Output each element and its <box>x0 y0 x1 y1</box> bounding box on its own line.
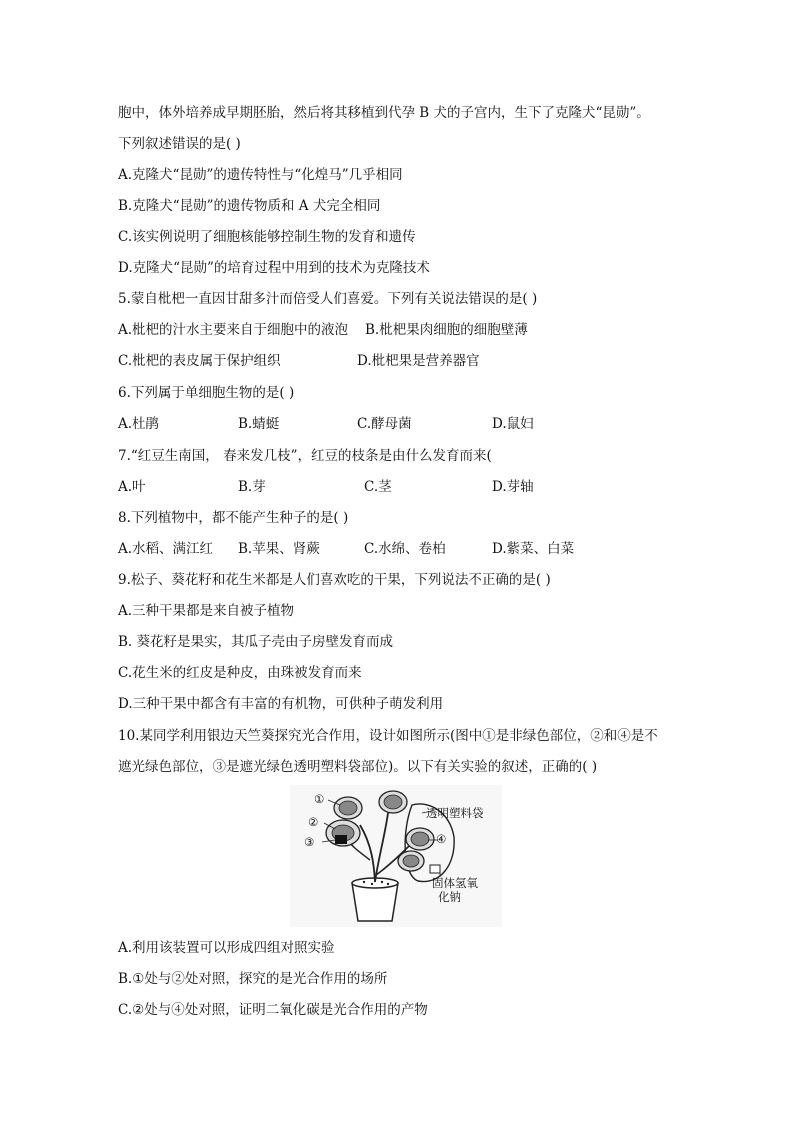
q5-option-b: B.枇杷果肉细胞的细胞壁薄 <box>365 322 528 338</box>
q4-option-c: C.该实例说明了细胞核能够控制生物的发育和遗传 <box>118 229 416 245</box>
q4-option-a: A.克隆犬“昆勋”的遗传特性与“化煌马”几乎相同 <box>118 167 403 183</box>
q6-option-c: C.酵母菌 <box>357 416 412 432</box>
q4-stem-line1: 胞中，体外培养成早期胚胎，然后将其移植到代孕 B 犬的子宫内，生下了克隆犬“昆勋”。 <box>118 105 650 121</box>
figure-label-2: ② <box>308 815 319 829</box>
q7-stem: 7.“红豆生南国， 春来发几枝”，红豆的枝条是由什么发育而来( <box>118 448 492 464</box>
q5-option-c: C.枇杷的表皮属于保护组织 <box>118 353 281 369</box>
q9-option-a: A.三种干果都是来自被子植物 <box>118 603 295 619</box>
q4-option-d: D.克隆犬“昆勋”的培育过程中用到的技术为克隆技术 <box>118 260 430 276</box>
q8-option-c: C.水绵、卷柏 <box>364 541 446 557</box>
q10-option-b: B.①处与②处对照，探究的是光合作用的场所 <box>118 971 388 987</box>
figure-label-bag: 透明塑料袋 <box>426 806 484 820</box>
q8-option-b: B.苹果、肾蕨 <box>238 541 320 557</box>
q9-option-c: C.花生米的红皮是种皮，由珠被发育而来 <box>118 665 362 681</box>
q6-stem: 6.下列属于单细胞生物的是( ) <box>118 385 295 401</box>
q6-option-a: A.杜鹃 <box>118 416 160 432</box>
figure-label-naoh-line2: 化钠 <box>438 890 461 904</box>
q9-stem: 9.松子、葵花籽和花生米都是人们喜欢吃的干果，下列说法不正确的是( ) <box>118 572 551 588</box>
q7-option-a: A.叶 <box>118 479 146 495</box>
q6-option-d: D.鼠妇 <box>492 416 534 432</box>
q7-option-c: C.茎 <box>364 479 392 495</box>
q10-option-a: A.利用该装置可以形成四组对照实验 <box>118 940 335 956</box>
q8-option-a: A.水稻、满江红 <box>118 541 214 557</box>
q6-option-b: B.蜻蜓 <box>238 416 280 432</box>
q9-option-d: D.三种干果中都含有丰富的有机物，可供种子萌发利用 <box>118 696 444 712</box>
q10-stem-line2: 遮光绿色部位，③是遮光绿色透明塑料袋部位)。以下有关实验的叙述，正确的( ) <box>118 759 598 775</box>
q9-option-b: B. 葵花籽是果实，其瓜子壳由子房壁发育而成 <box>118 634 394 650</box>
q4-stem-line2: 下列叙述错误的是( ) <box>118 136 241 152</box>
figure-label-4: ④ <box>436 832 447 846</box>
q7-option-b: B.芽 <box>238 479 266 495</box>
q8-stem: 8.下列植物中，都不能产生种子的是( ) <box>118 510 349 526</box>
q4-option-b: B.克隆犬“昆勋”的遗传物质和 A 犬完全相同 <box>118 198 381 214</box>
q10-stem-line1: 10.某同学利用银边天竺葵探究光合作用，设计如图所示(图中①是非绿色部位，②和④是不 <box>118 728 658 744</box>
q8-option-d: D.紫菜、白菜 <box>492 541 575 557</box>
q10-option-c: C.②处与④处对照，证明二氧化碳是光合作用的产物 <box>118 1002 428 1018</box>
experiment-figure <box>290 785 502 927</box>
q5-option-d: D.枇杷果是营养器官 <box>357 353 480 369</box>
q7-option-d: D.芽轴 <box>492 479 534 495</box>
q5-stem: 5.蒙自枇杷一直因甘甜多汁而倍受人们喜爱。下列有关说法错误的是( ) <box>118 291 538 307</box>
figure-label-naoh-line1: 固体氢氧 <box>432 876 478 890</box>
figure-label-3: ③ <box>304 835 315 849</box>
q5-option-a: A.枇杷的汁水主要来自于细胞中的液泡 <box>118 322 349 338</box>
figure-label-1: ① <box>314 792 325 806</box>
